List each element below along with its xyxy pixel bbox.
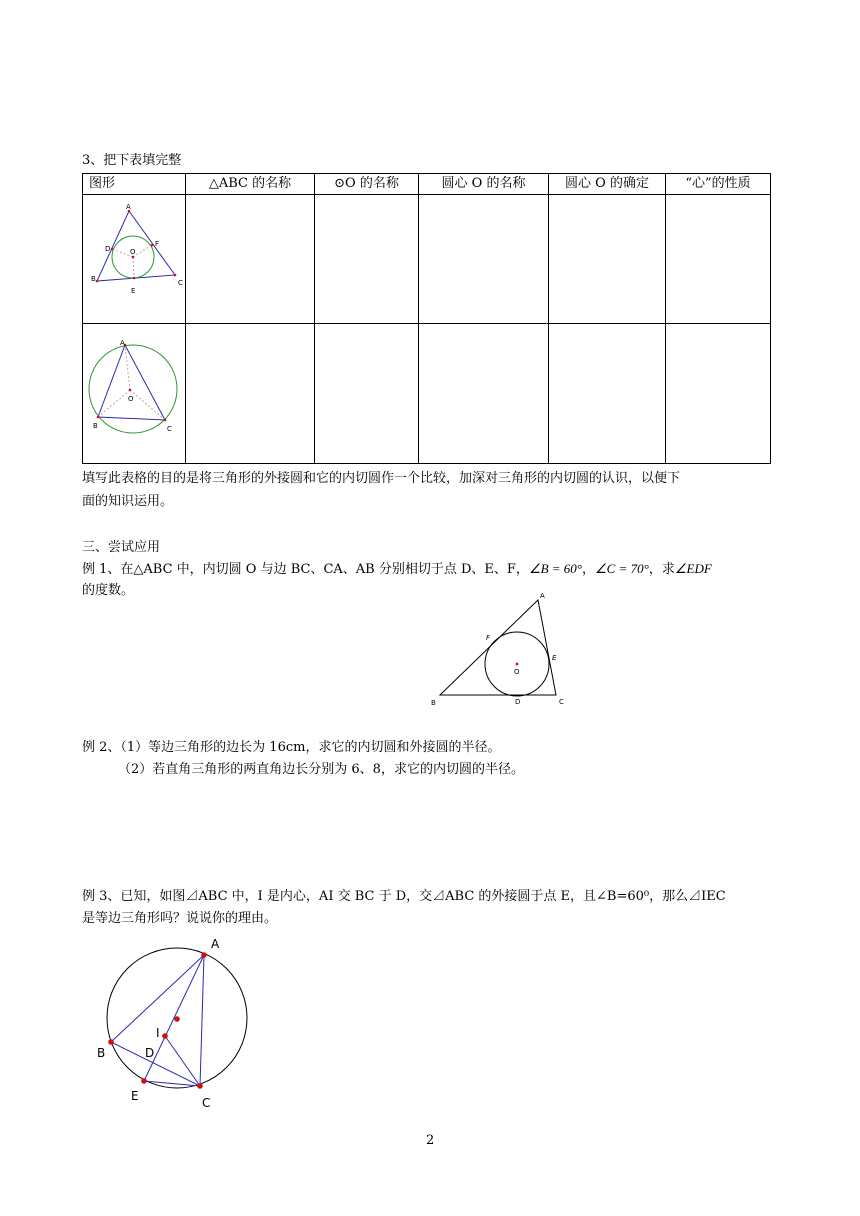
header-circle-name: ⊙O 的名称 bbox=[315, 174, 419, 195]
point-b bbox=[108, 1039, 114, 1045]
header-center-name: 圆心 O 的名称 bbox=[419, 174, 549, 195]
example3-triangle bbox=[111, 955, 204, 1086]
label-c: C bbox=[178, 279, 183, 287]
point-b bbox=[96, 280, 99, 283]
line-ic bbox=[165, 1036, 200, 1086]
label-f: F bbox=[155, 240, 160, 248]
radius-of bbox=[133, 245, 152, 257]
circumcircle-figure bbox=[85, 336, 185, 446]
answer-cell[interactable] bbox=[419, 195, 549, 324]
point-center bbox=[174, 1016, 180, 1022]
point-e bbox=[133, 277, 136, 280]
section-apply-title: 三、尝试应用 bbox=[82, 540, 161, 555]
point-c bbox=[164, 419, 167, 422]
example1-sep: ， bbox=[582, 562, 596, 577]
label-a: A bbox=[120, 339, 125, 347]
answer-cell[interactable] bbox=[186, 324, 315, 464]
section3-title: 3、把下表填完整 bbox=[82, 153, 182, 168]
radius-oa bbox=[125, 345, 130, 390]
header-center-determination: 圆心 O 的确定 bbox=[549, 174, 666, 195]
point-d bbox=[111, 248, 114, 251]
table-row bbox=[83, 195, 771, 324]
example1-angle-b: ∠B = 60° bbox=[528, 561, 583, 576]
point-o bbox=[129, 389, 132, 392]
label-c: C bbox=[202, 1096, 211, 1110]
radius-oc bbox=[130, 390, 165, 420]
label-b: B bbox=[431, 699, 436, 707]
point-c bbox=[197, 1083, 203, 1089]
header-center-property: “心”的性质 bbox=[666, 174, 771, 195]
page-number: 2 bbox=[426, 1133, 435, 1148]
label-d: D bbox=[105, 245, 111, 253]
label-e: E bbox=[131, 287, 136, 295]
incircle-figure bbox=[85, 201, 185, 311]
answer-cell[interactable] bbox=[666, 324, 771, 464]
header-triangle-name: △ABC 的名称 bbox=[186, 174, 315, 195]
line-ae bbox=[144, 955, 204, 1081]
example1-figure bbox=[428, 590, 578, 710]
table-note-line2: 面的知识运用。 bbox=[82, 494, 174, 509]
label-o: O bbox=[130, 248, 136, 256]
label-d: D bbox=[515, 698, 521, 706]
answer-cell[interactable] bbox=[549, 324, 666, 464]
label-b: B bbox=[93, 422, 98, 430]
fill-table bbox=[82, 173, 771, 464]
label-b: B bbox=[91, 275, 96, 283]
header-figure: 图形 bbox=[83, 174, 186, 195]
example1-text-a: 例 1、在△ABC 中，内切圆 O 与边 BC、CA、AB 分别相切于点 D、E、F， bbox=[82, 562, 529, 577]
answer-cell[interactable] bbox=[549, 195, 666, 324]
example1-text-b: ，求 bbox=[648, 562, 675, 577]
example1-center bbox=[516, 663, 519, 666]
label-o: O bbox=[514, 668, 520, 676]
table-header-row bbox=[83, 174, 771, 195]
point-a bbox=[201, 952, 207, 958]
label-a: A bbox=[126, 203, 131, 211]
answer-cell[interactable] bbox=[315, 195, 419, 324]
label-o: O bbox=[128, 395, 134, 403]
answer-cell[interactable] bbox=[315, 324, 419, 464]
label-e: E bbox=[552, 654, 557, 662]
label-f: F bbox=[486, 634, 491, 642]
example2-line2: （2）若直角三角形的两直角边长分别为 6、8，求它的内切圆的半径。 bbox=[118, 762, 524, 777]
example1-triangle bbox=[440, 600, 556, 695]
example3-figure bbox=[90, 930, 260, 1110]
point-c bbox=[174, 274, 177, 277]
point-f bbox=[151, 244, 154, 247]
label-e: E bbox=[131, 1089, 139, 1103]
point-i bbox=[162, 1033, 168, 1039]
point-b bbox=[97, 416, 100, 419]
point-o bbox=[132, 256, 135, 259]
label-c: C bbox=[167, 425, 172, 433]
answer-cell[interactable] bbox=[186, 195, 315, 324]
figure-cell-incircle bbox=[83, 195, 186, 324]
label-c: C bbox=[559, 698, 564, 706]
label-b: B bbox=[97, 1046, 106, 1060]
label-d: D bbox=[145, 1046, 155, 1060]
answer-cell[interactable] bbox=[419, 324, 549, 464]
label-i: I bbox=[156, 1026, 160, 1040]
point-e bbox=[141, 1078, 147, 1084]
example3-line2: 是等边三角形吗？说说你的理由。 bbox=[82, 911, 278, 926]
example1-line1 bbox=[82, 558, 712, 580]
example1-angle-edf: ∠EDF bbox=[674, 561, 712, 576]
label-a: A bbox=[211, 937, 220, 951]
example2-line1: 例 2、（1）等边三角形的边长为 16cm，求它的内切圆和外接圆的半径。 bbox=[82, 740, 501, 755]
figure-cell-circumcircle bbox=[83, 324, 186, 464]
radius-oe bbox=[133, 257, 134, 278]
example1-angle-c: ∠C = 70° bbox=[595, 561, 649, 576]
table-row bbox=[83, 324, 771, 464]
example1-line2: 的度数。 bbox=[82, 583, 135, 598]
table-note-line1: 填写此表格的目的是将三角形的外接圆和它的内切圆作一个比较，加深对三角形的内切圆的认识，以便下 bbox=[82, 471, 681, 486]
label-a: A bbox=[540, 592, 545, 600]
example3-line1: 例 3、已知，如图⊿ABC 中，I 是内心，AI 交 BC 于 D，交⊿ABC 的外接圆于点 E，且∠B=60⁰，那么⊿IEC bbox=[82, 889, 726, 904]
answer-cell[interactable] bbox=[666, 195, 771, 324]
